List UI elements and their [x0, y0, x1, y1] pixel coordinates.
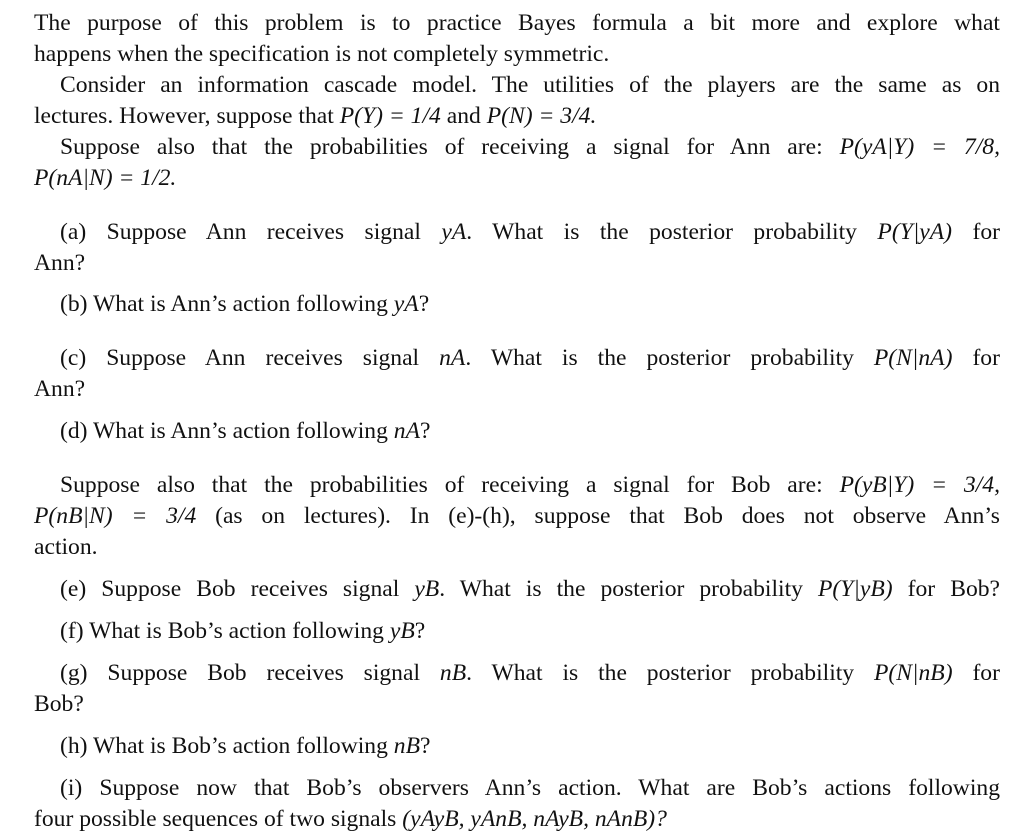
question-f: (f) What is Bob’s action following yB? [60, 618, 426, 644]
intro-line-1: The purpose of this problem is to practice Bayes formula a bit more and explore what [34, 10, 1000, 36]
bob-signals-line-2: P(nB|N) = 3/4 (as on lectures). In (e)-(h), suppose that Bob does not observe Ann’s [34, 503, 1000, 529]
ann-signals-line-1: Suppose also that the probabilities of receiving a signal for Ann are: P(yA|Y) = 7/8, [60, 134, 1000, 160]
model-line-1: Consider an information cascade model. The utilities of the players are the same as on [60, 72, 1000, 98]
prob-yA-given-Y: P(yA|Y) = 7/8, [839, 134, 1000, 160]
ann-signals-line-2 [34, 163, 176, 193]
question-b: (b) What is Ann’s action following yA? [60, 291, 430, 317]
question-d: (d) What is Ann’s action following nA? [60, 418, 431, 444]
prob-yB-given-Y: P(yB|Y) = 3/4, [839, 472, 1000, 498]
question-i-cont: four possible sequences of two signals (yAyB, yAnB, nAyB, nAnB)? [34, 806, 667, 832]
question-a: (a) Suppose Ann receives signal yA. What is the posterior probability P(Y|yA) for [60, 219, 1001, 245]
prob-Y: P(Y) = 1/4 [339, 103, 441, 129]
prob-nA-given-N: P(nA|N) = 1/2. [34, 165, 177, 191]
model-line-2: lectures. However, suppose that P(Y) = 1/4 and P(N) = 3/4. [34, 103, 597, 129]
signal-sequences: (yAyB, yAnB, nAyB, nAnB)? [402, 806, 667, 832]
question-c: (c) Suppose Ann receives signal nA. What is the posterior probability P(N|nA) for [60, 345, 1000, 371]
question-g-cont: Bob? [34, 691, 84, 717]
question-c-cont: Ann? [34, 376, 86, 402]
intro-line-2: happens when the specification is not completely symmetric. [34, 41, 610, 67]
question-a-cont: Ann? [34, 250, 86, 276]
question-h: (h) What is Bob’s action following nB? [60, 733, 431, 759]
bob-signals-line-3: action. [34, 534, 98, 560]
question-g: (g) Suppose Bob receives signal nB. What is the posterior probability P(N|nB) for [60, 660, 1000, 686]
bob-signals-line-1: Suppose also that the probabilities of receiving a signal for Bob are: P(yB|Y) = 3/4, [60, 472, 1000, 498]
prob-N: P(N) = 3/4. [486, 103, 597, 129]
question-e: (e) Suppose Bob receives signal yB. What is the posterior probability P(Y|yB) for Bob? [60, 576, 1001, 602]
question-i: (i) Suppose now that Bob’s observers Ann’s action. What are Bob’s actions following [60, 775, 1000, 801]
prob-nB-given-N: P(nB|N) = 3/4 [34, 503, 197, 529]
